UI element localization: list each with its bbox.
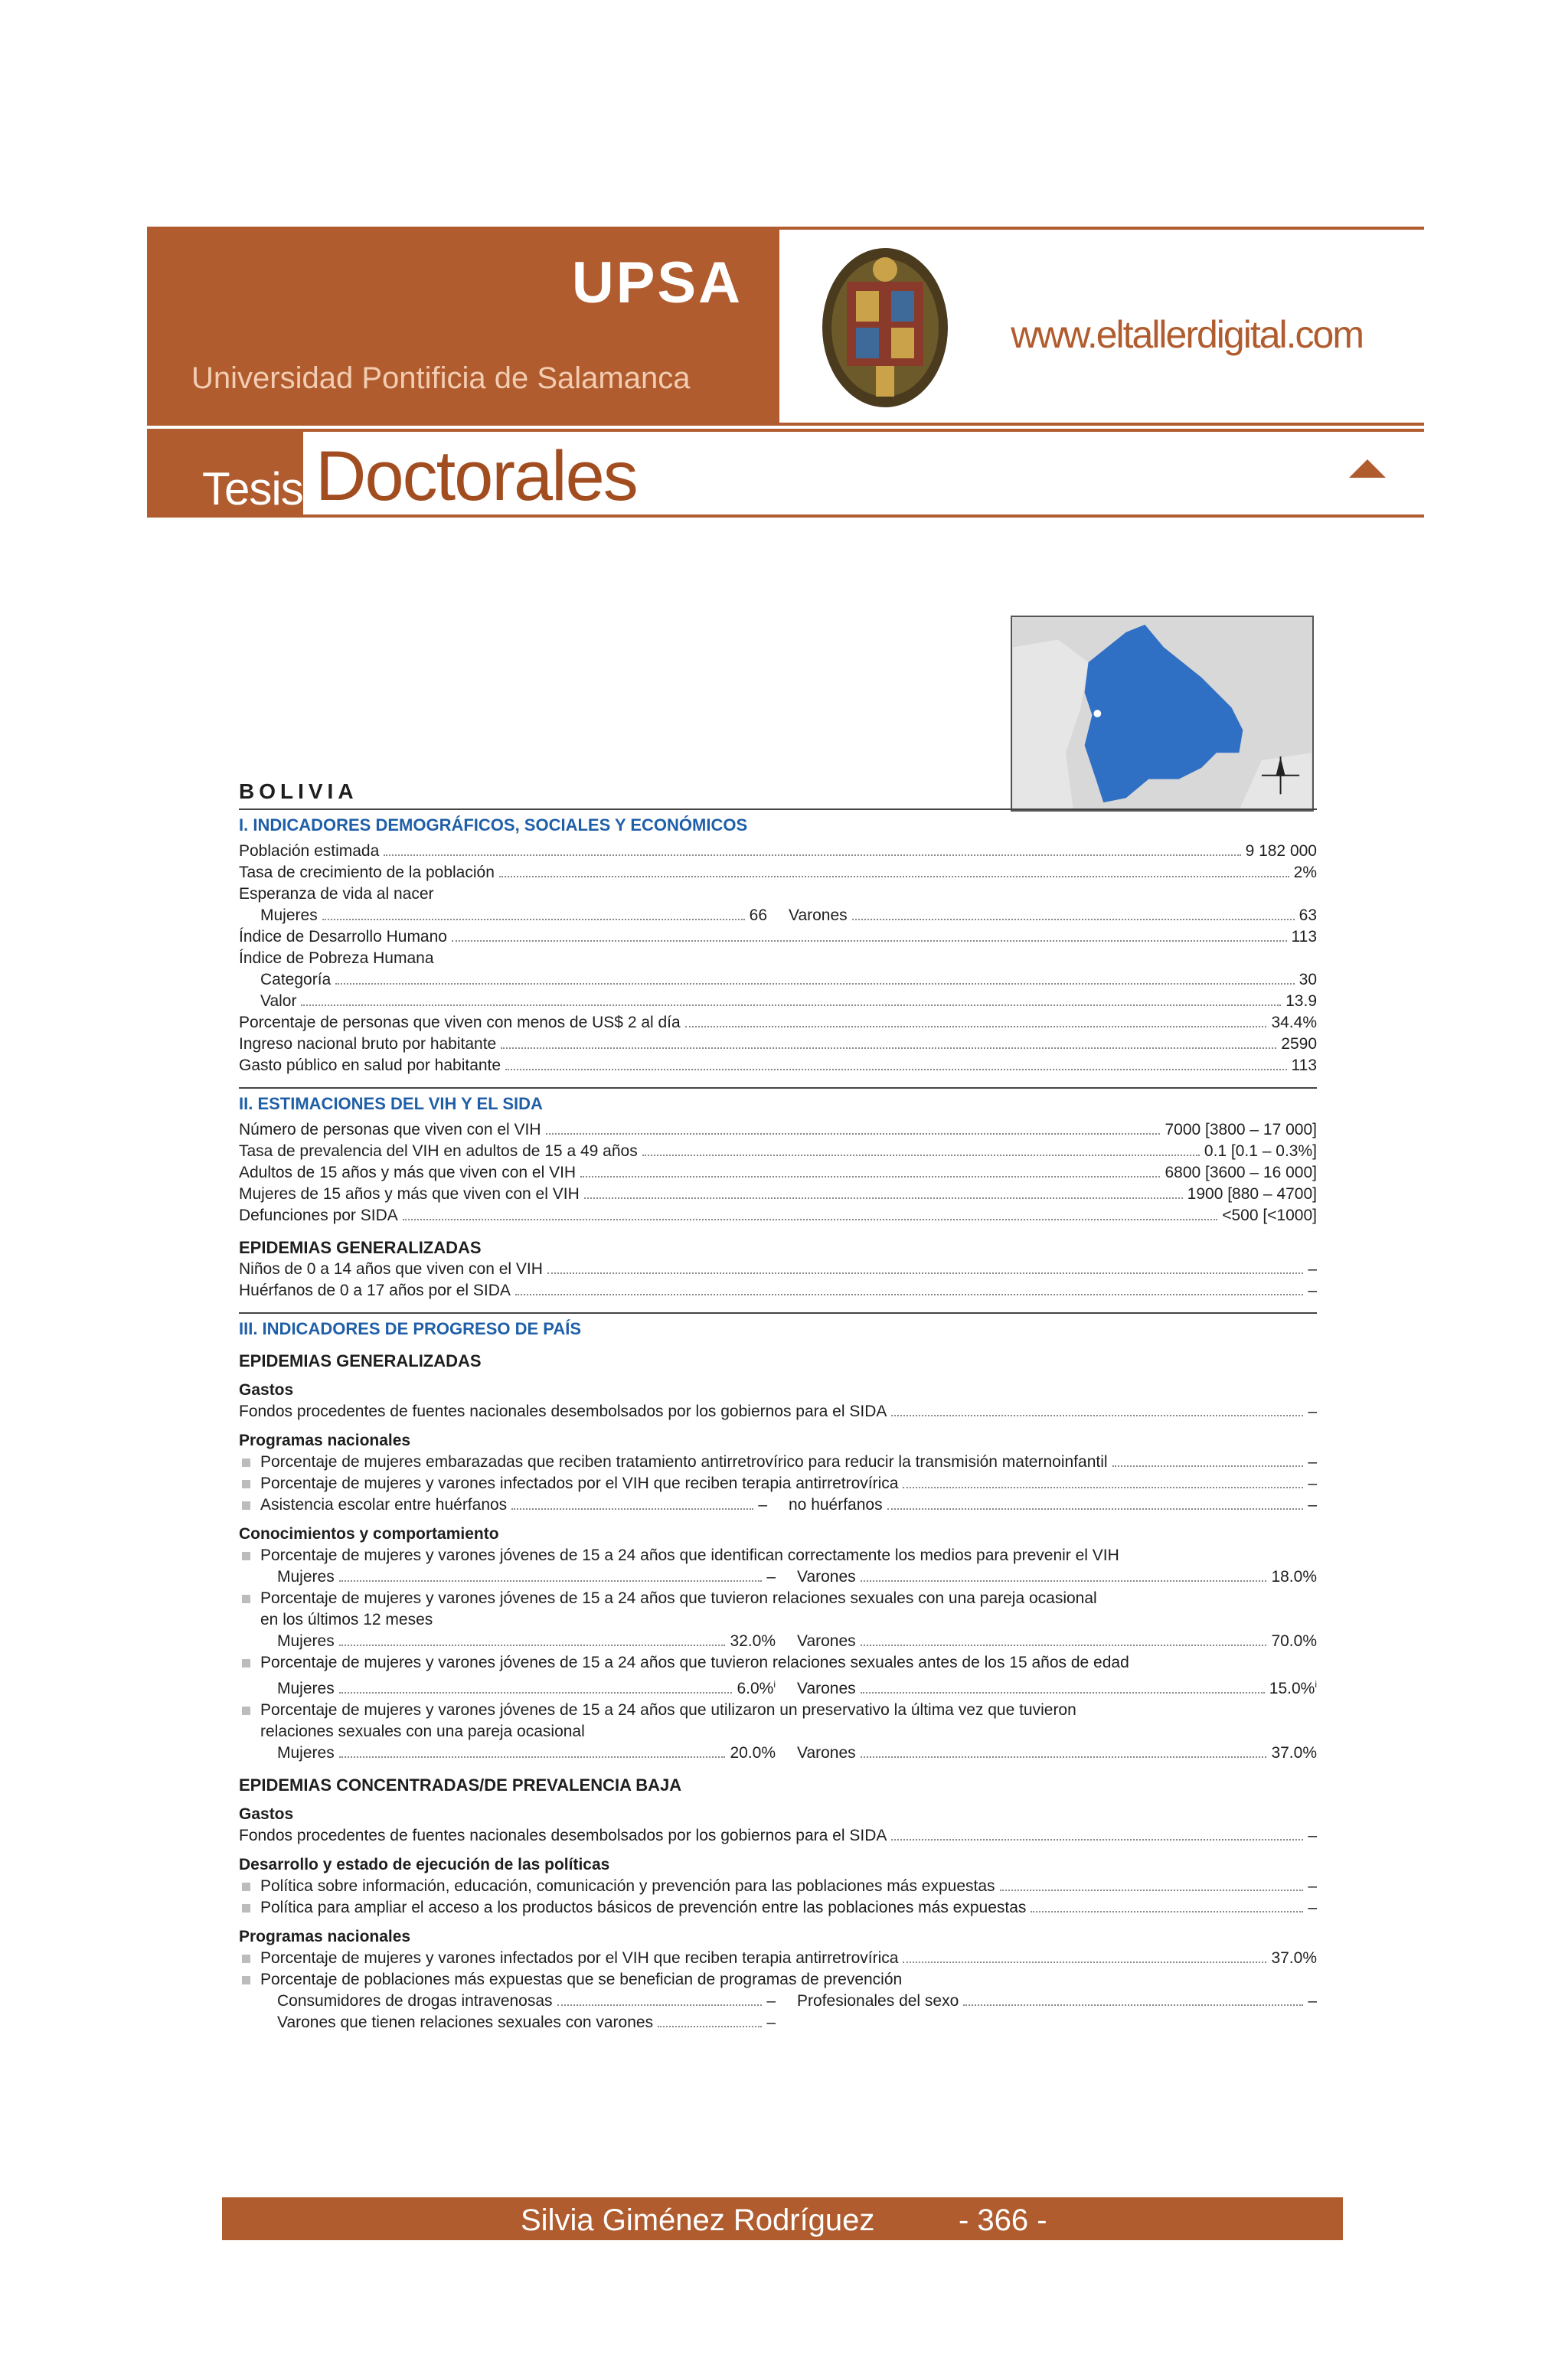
row-value: 37.0%	[1271, 1744, 1317, 1762]
row-value: 18.0%	[1271, 1568, 1317, 1586]
row-estimacion	[239, 1184, 1317, 1205]
row-value: 34.4%	[1271, 1014, 1317, 1031]
row-label: Varones	[797, 1568, 856, 1586]
row-label: Mujeres	[260, 906, 318, 924]
indicator-text: Porcentaje de mujeres y varones jóvenes de 15 a 24 años que tuvieron relaciones sexuales antes de los 15 años de edad	[239, 1652, 1317, 1674]
row-value: 113	[1291, 928, 1317, 946]
row-value: 2%	[1293, 864, 1317, 881]
row-value: <500 [<1000]	[1222, 1207, 1317, 1224]
conocimientos-heading: Conocimientos y comportamiento	[239, 1525, 499, 1543]
row-programa	[239, 1948, 1317, 1969]
page-footer	[222, 2197, 1343, 2240]
desarrollo-heading: Desarrollo y estado de ejecución de las políticas	[239, 1856, 610, 1873]
row-label: Varones	[797, 1680, 856, 1697]
row-label: Población estimada	[239, 842, 380, 860]
row-value: 1900 [880 – 4700]	[1187, 1185, 1317, 1203]
row-esperanza-sexo	[239, 905, 1317, 926]
section-title-estimaciones: II. ESTIMACIONES DEL VIH Y EL SIDA	[239, 1087, 1317, 1115]
row-label: Política para ampliar el acceso a los productos básicos de prevención entre las poblaciones más expuestas	[260, 1899, 1027, 1916]
site-block	[779, 227, 1424, 423]
row-label: Adultos de 15 años y más que viven con el VIH	[239, 1164, 577, 1181]
section-title-indicadores: I. INDICADORES DEMOGRÁFICOS, SOCIALES Y ECONÓMICOS	[239, 808, 1317, 836]
row-value: –	[1308, 1282, 1317, 1299]
row-label: no huérfanos	[789, 1496, 883, 1514]
row-ingreso	[239, 1034, 1317, 1055]
row-estimacion	[239, 1119, 1317, 1141]
row-label: Huérfanos de 0 a 17 años por el SIDA	[239, 1282, 511, 1299]
row-asistencia	[239, 1494, 1317, 1516]
row-sexo	[239, 1743, 1317, 1764]
row-programa	[239, 1473, 1317, 1494]
university-name: Universidad Pontificia de Salamanca	[191, 361, 691, 395]
row-valor	[239, 991, 1317, 1012]
row-label: Fondos procedentes de fuentes nacionales desembolsados por los gobiernos para el SIDA	[239, 1827, 887, 1844]
row-epidemia	[239, 1259, 1317, 1280]
doctorales-label: Doctorales	[315, 437, 637, 515]
row-label: Porcentaje de mujeres embarazadas que reciben tratamiento antirretrovírico para reducir la transmisión maternoinfantil	[260, 1453, 1108, 1471]
row-value: –	[766, 2014, 776, 2031]
row-value: –	[1308, 1496, 1317, 1514]
row-label: Consumidores de drogas intravenosas	[277, 1992, 553, 2010]
row-programa	[239, 1452, 1317, 1473]
row-sexo	[239, 1674, 1317, 1700]
university-seal-icon	[816, 243, 954, 412]
tesis-block	[147, 429, 303, 518]
row-tasa	[239, 862, 1317, 884]
row-sexo	[239, 1566, 1317, 1588]
indicator-text-cont: relaciones sexuales con una pareja ocasional	[260, 1723, 585, 1740]
row-label: Gasto público en salud por habitante	[239, 1057, 501, 1074]
website-link[interactable]: www.eltallerdigital.com	[1011, 313, 1363, 356]
row-poblacion	[239, 841, 1317, 862]
row-label: Fondos procedentes de fuentes nacionales desembolsados por los gobiernos para el SIDA	[239, 1403, 887, 1420]
row-categoria	[239, 969, 1317, 991]
iph-label: Índice de Pobreza Humana	[239, 949, 434, 967]
author-name: Silvia Giménez Rodríguez	[521, 2203, 875, 2237]
row-value: 66	[749, 906, 767, 924]
row-label: Varones	[789, 906, 848, 924]
indicator-text: Porcentaje de mujeres y varones jóvenes de 15 a 24 años que identifican correctamente los medios para prevenir el VIH	[239, 1545, 1317, 1566]
row-label: Porcentaje de mujeres y varones infectados por el VIH que reciben terapia antirretrovírica	[260, 1949, 899, 1967]
row-label: Mujeres de 15 años y más que viven con el VIH	[239, 1185, 580, 1203]
row-value: –	[766, 1568, 776, 1586]
row-fondos	[239, 1825, 1317, 1847]
row-value: 37.0%	[1271, 1949, 1317, 1967]
row-label: Tasa de crecimiento de la población	[239, 864, 495, 881]
row-label: Número de personas que viven con el VIH	[239, 1121, 541, 1138]
row-value: 70.0%	[1271, 1632, 1317, 1650]
indicator-text: Porcentaje de mujeres y varones jóvenes de 15 a 24 años que tuvieron relaciones sexuales con una pareja ocasional	[239, 1588, 1317, 1609]
section-title-progreso: III. INDICADORES DE PROGRESO DE PAÍS	[239, 1312, 1317, 1340]
esperanza-label: Esperanza de vida al nacer	[239, 885, 434, 903]
programas-heading: Programas nacionales	[239, 1432, 411, 1449]
indicator-text-cont: en los últimos 12 meses	[260, 1611, 433, 1628]
gastos-heading: Gastos	[239, 1381, 294, 1399]
row-value: 63	[1298, 906, 1317, 924]
row-value: 7000 [3800 – 17 000]	[1165, 1121, 1317, 1138]
row-label: Porcentaje de mujeres y varones infectados por el VIH que reciben terapia antirretrovírica	[260, 1475, 899, 1492]
epidemias-generalizadas-heading: EPIDEMIAS GENERALIZADAS	[239, 1351, 482, 1370]
row-estimacion	[239, 1162, 1317, 1184]
row-fondos	[239, 1401, 1317, 1423]
programas-heading: Programas nacionales	[239, 1928, 411, 1945]
row-porcentaje	[239, 1012, 1317, 1034]
row-politica	[239, 1897, 1317, 1919]
row-value: 113	[1291, 1057, 1317, 1074]
row-label: Niños de 0 a 14 años que viven con el VIH	[239, 1260, 543, 1278]
country-title: BOLIVIA	[239, 779, 358, 803]
row-label: Varones	[797, 1632, 856, 1650]
row-value: 30	[1298, 971, 1317, 988]
row-value: –	[1308, 1899, 1317, 1916]
row-idh	[239, 926, 1317, 948]
row-label: Política sobre información, educación, comunicación y prevención para las poblaciones más expuestas	[260, 1877, 995, 1895]
country-profile	[239, 781, 1317, 2033]
row-poblaciones	[239, 1991, 1317, 2012]
row-value: –	[1308, 1453, 1317, 1471]
row-estimacion	[239, 1141, 1317, 1162]
row-politica	[239, 1876, 1317, 1897]
row-epidemia	[239, 1280, 1317, 1302]
row-label: Varones que tienen relaciones sexuales con varones	[277, 2014, 654, 2031]
row-value: –	[1308, 1260, 1317, 1278]
gastos-heading: Gastos	[239, 1805, 294, 1823]
row-value: –	[1308, 1992, 1317, 2010]
row-value: –	[1308, 1827, 1317, 1844]
row-label: Categoría	[260, 971, 332, 988]
row-value: 6800 [3600 – 16 000]	[1165, 1164, 1317, 1181]
row-value: –	[1308, 1403, 1317, 1420]
indicator-text: Porcentaje de mujeres y varones jóvenes de 15 a 24 años que utilizaron un preservativo la última vez que tuvieron	[239, 1700, 1317, 1721]
row-value: –	[1308, 1877, 1317, 1895]
epidemias-generalizadas-heading: EPIDEMIAS GENERALIZADAS	[239, 1238, 482, 1257]
row-gasto	[239, 1055, 1317, 1076]
row-sexo	[239, 1631, 1317, 1652]
row-label: Varones	[797, 1744, 856, 1762]
row-value: –	[1308, 1475, 1317, 1492]
row-label: Defunciones por SIDA	[239, 1207, 398, 1224]
doctorales-block	[303, 429, 1424, 518]
row-value: 13.9	[1285, 992, 1317, 1010]
row-label: Valor	[260, 992, 297, 1010]
row-label: Mujeres	[277, 1632, 335, 1650]
row-value: 9 182 000	[1245, 842, 1317, 860]
epidemias-concentradas-heading: EPIDEMIAS CONCENTRADAS/DE PREVALENCIA BAJA	[239, 1775, 682, 1795]
row-label: Mujeres	[277, 1568, 335, 1586]
row-value: 2590	[1281, 1035, 1317, 1053]
row-label: Profesionales del sexo	[797, 1992, 959, 2010]
triangle-up-icon[interactable]	[1349, 459, 1386, 478]
row-value: –	[766, 1992, 776, 2010]
row-label: Mujeres	[277, 1744, 335, 1762]
divider	[147, 423, 1424, 426]
row-value: 32.0%	[730, 1632, 776, 1650]
row-label: Tasa de prevalencia del VIH en adultos de 15 a 49 años	[239, 1142, 638, 1160]
row-value: 15.0%$^i$	[1269, 1679, 1317, 1697]
row-label: Ingreso nacional bruto por habitante	[239, 1035, 497, 1053]
tesis-label: Tesis	[202, 463, 303, 514]
row-label: Porcentaje de personas que viven con menos de US$ 2 al día	[239, 1014, 681, 1031]
row-estimacion	[239, 1205, 1317, 1227]
row-value: 0.1 [0.1 – 0.3%]	[1204, 1142, 1317, 1160]
row-label: Índice de Desarrollo Humano	[239, 928, 447, 946]
page-number: - 366 -	[959, 2203, 1047, 2237]
header-banner	[147, 227, 1424, 518]
row-value: –	[758, 1496, 767, 1514]
row-value: 20.0%	[730, 1744, 776, 1762]
row-poblaciones	[239, 2012, 1317, 2033]
row-label: Mujeres	[277, 1680, 335, 1697]
row-value: 6.0%$^i$	[737, 1679, 776, 1697]
upsa-logo-text: UPSA	[571, 250, 743, 315]
indicator-text: Porcentaje de poblaciones más expuestas que se benefician de programas de prevención	[239, 1969, 1317, 1991]
upsa-block	[147, 227, 779, 423]
thesis-title-bar	[147, 423, 1424, 518]
row-label: Asistencia escolar entre huérfanos	[260, 1496, 508, 1514]
